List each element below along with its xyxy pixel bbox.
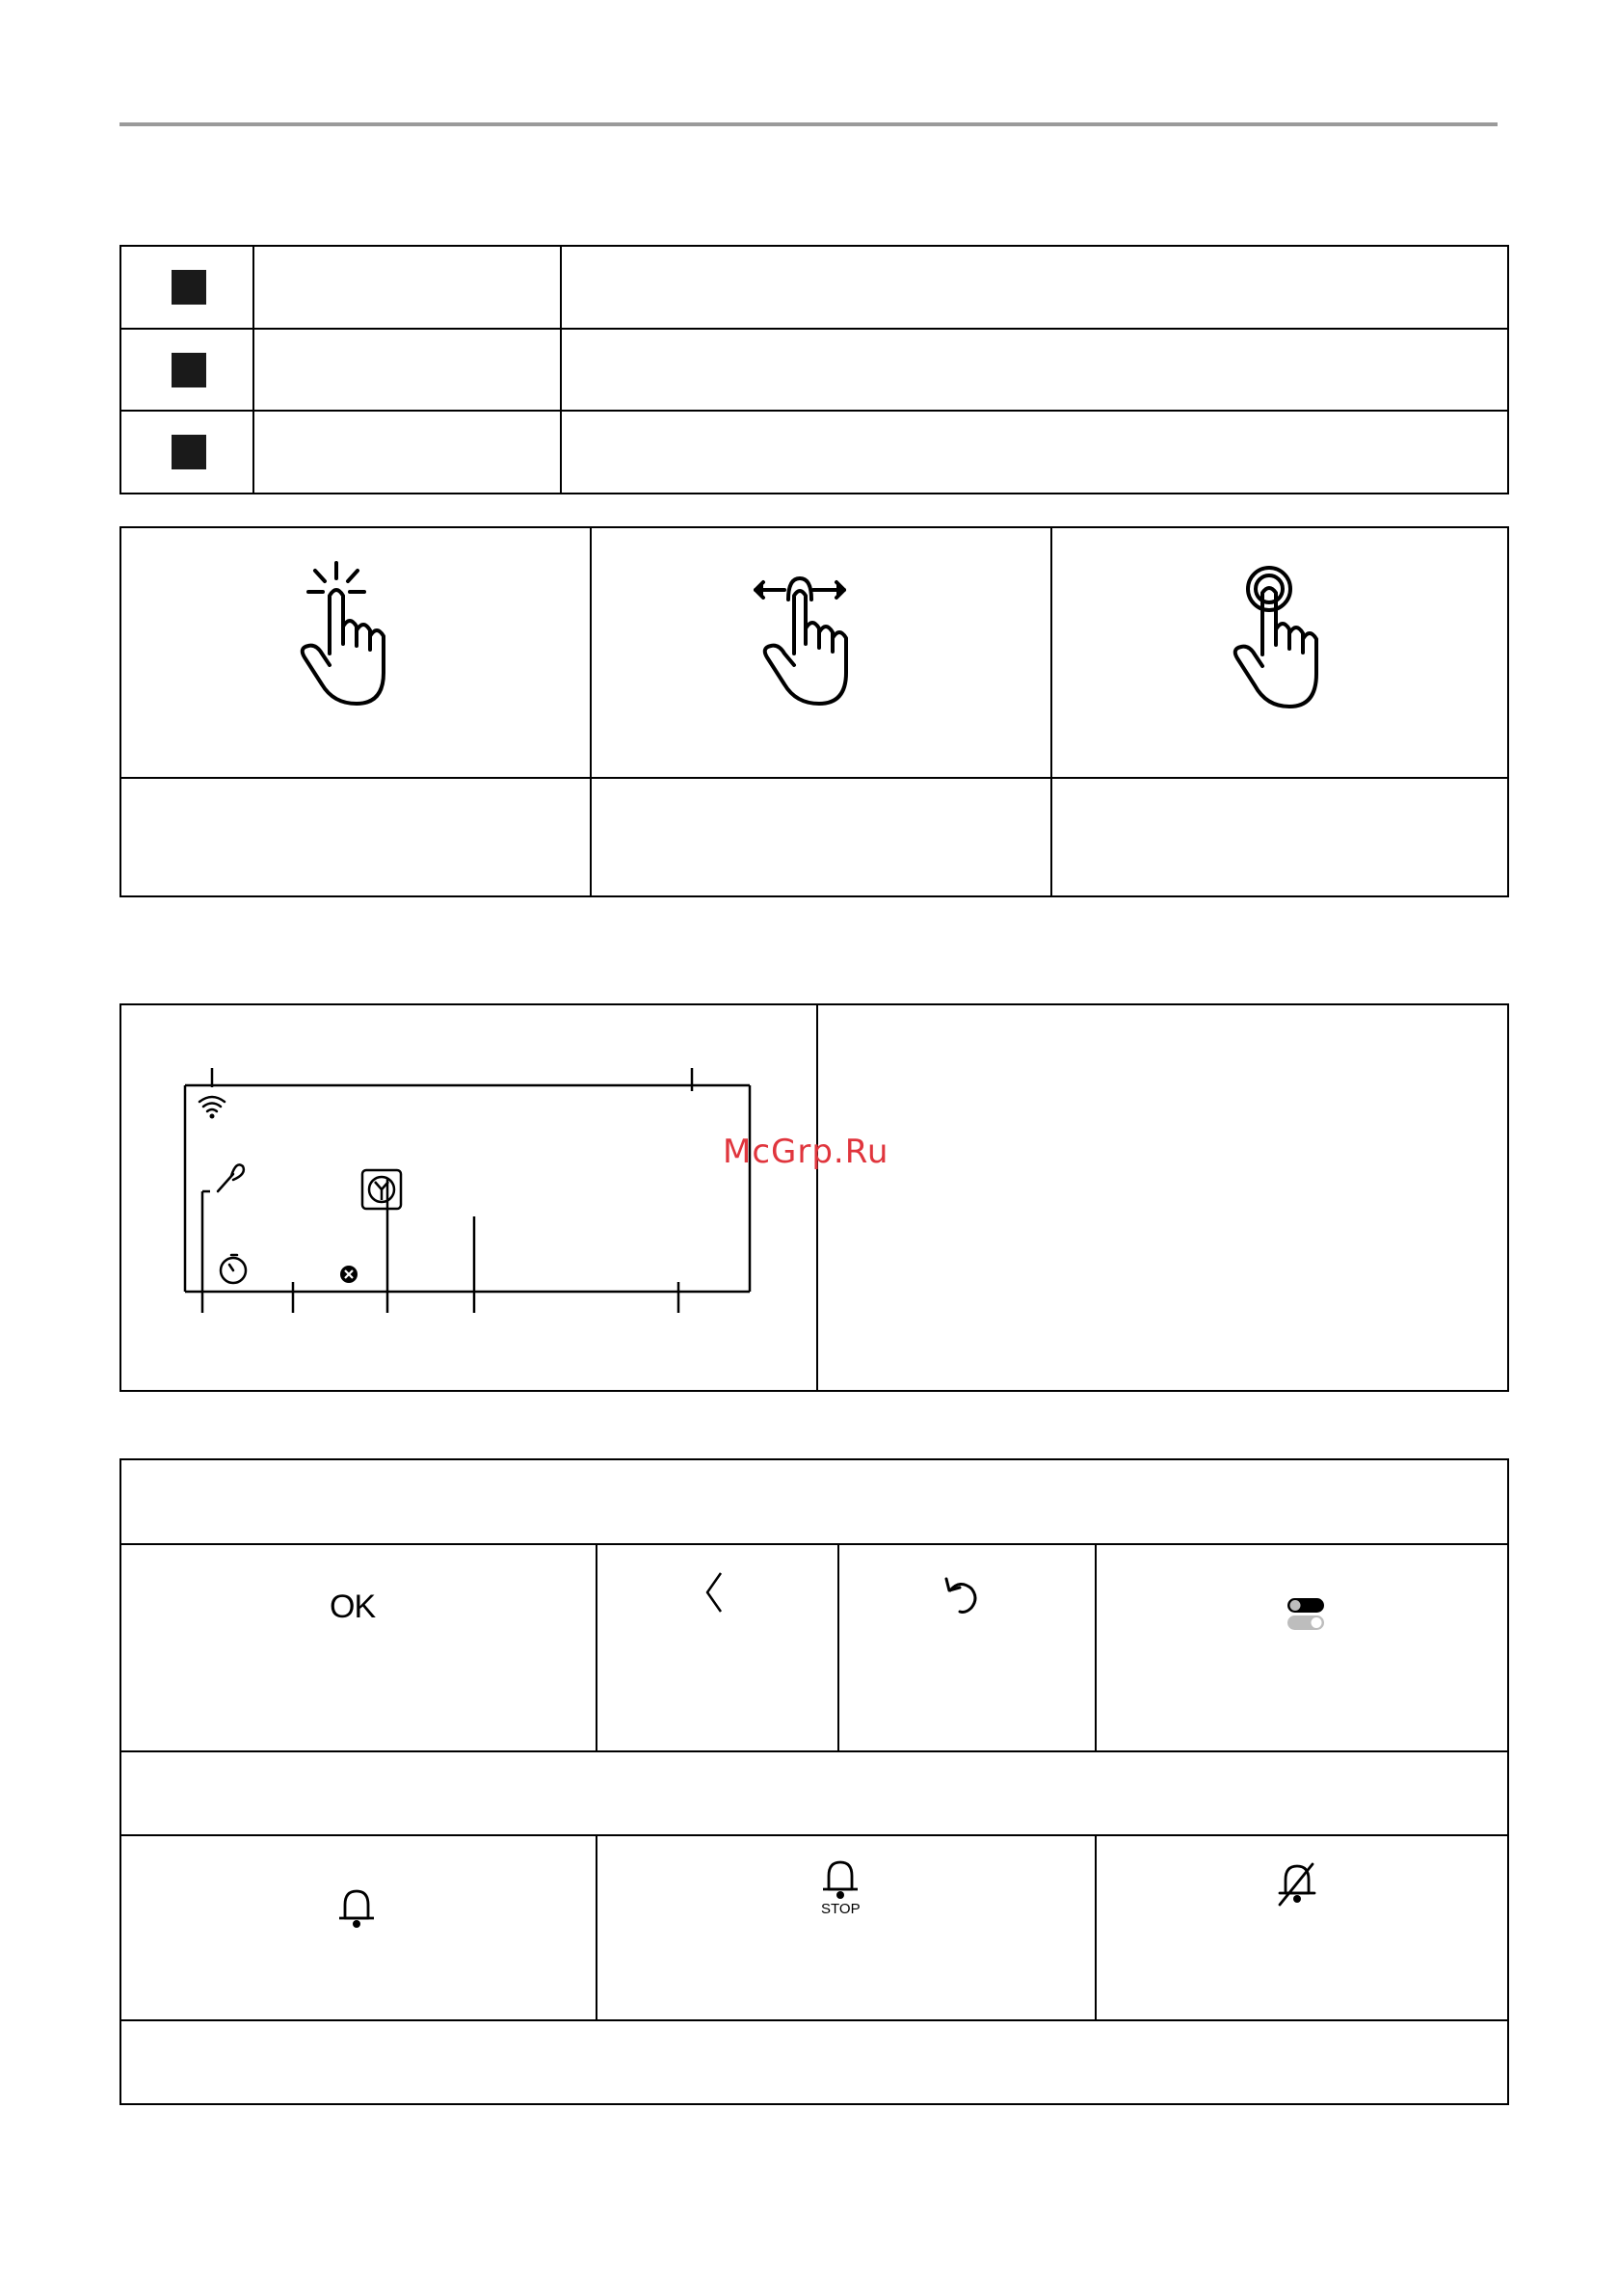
tap-gesture-icon <box>289 557 405 711</box>
bell-icon <box>335 1885 378 1932</box>
top-rule <box>119 122 1498 126</box>
cancel-icon <box>340 1266 358 1283</box>
timer-icon <box>221 1255 246 1283</box>
marker-square-3 <box>172 435 206 469</box>
marker-square-1 <box>172 270 206 305</box>
bell-stop-icon <box>819 1856 862 1903</box>
control-table <box>119 1458 1509 2105</box>
press-hold-gesture-icon <box>1216 564 1332 713</box>
bell-muted-icon <box>1274 1860 1320 1910</box>
fan-function-icon <box>362 1170 401 1209</box>
marker-table <box>119 245 1509 494</box>
back-chevron-icon <box>703 1571 727 1614</box>
ok-icon: OK <box>330 1589 376 1625</box>
stop-label: STOP <box>821 1901 861 1917</box>
toggle-switch-icon <box>1286 1596 1326 1631</box>
display-diagram <box>183 1060 761 1321</box>
marker-square-2 <box>172 353 206 387</box>
swipe-gesture-icon <box>752 567 867 711</box>
wifi-icon <box>199 1097 225 1111</box>
watermark: McGrp.Ru <box>723 1133 889 1171</box>
food-sensor-icon <box>218 1164 244 1191</box>
undo-icon <box>941 1575 983 1615</box>
